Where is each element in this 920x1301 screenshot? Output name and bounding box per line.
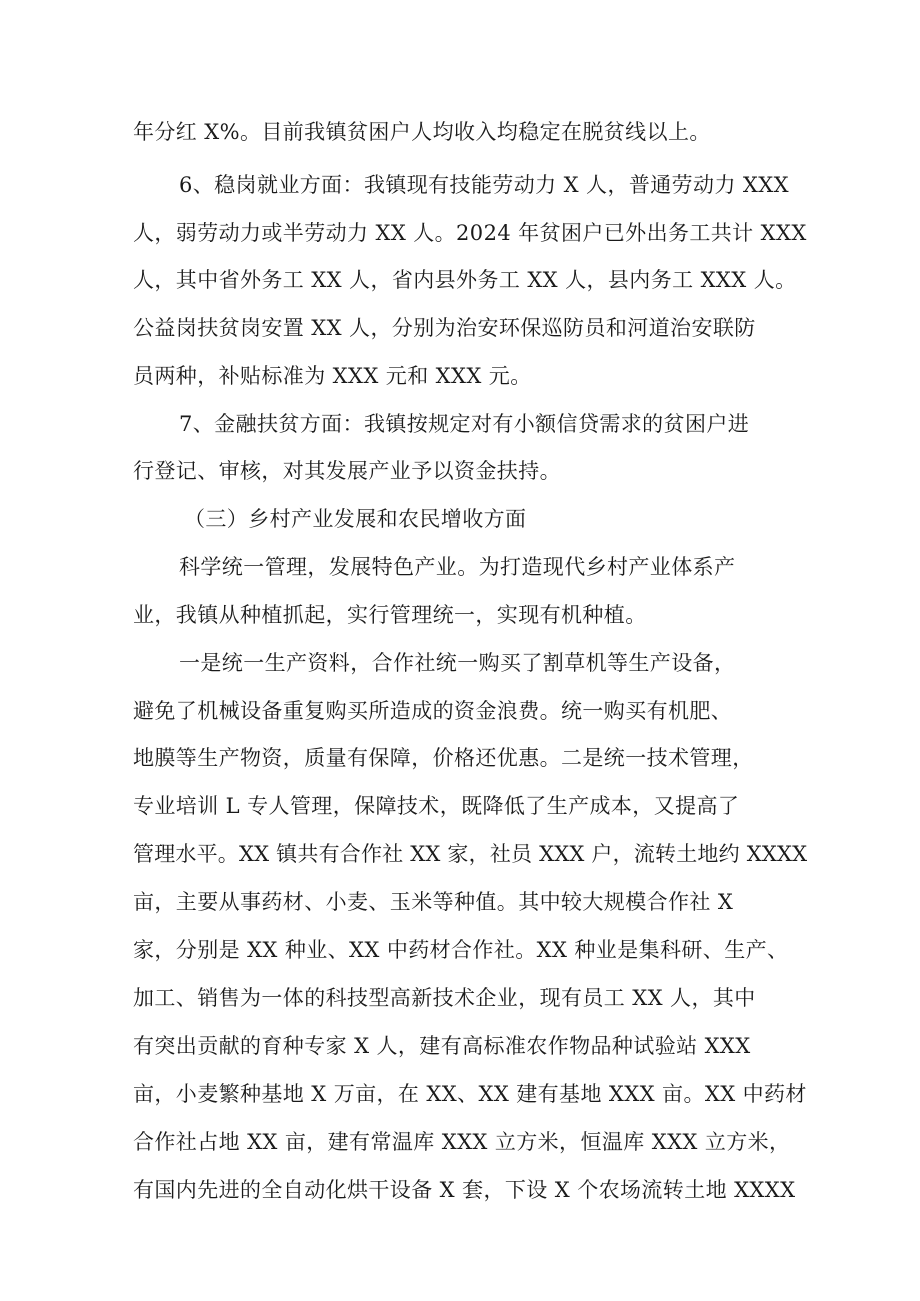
paragraph-line: 业，我镇从种植抓起，实行管理统一，实现有机种植。	[133, 603, 647, 627]
paragraph-line: 有国内先进的全自动化烘干设备 X 套，下设 X 个农场流转土地 XXXX	[133, 1178, 796, 1202]
paragraph-line: 有突出贡献的育种专家 X 人，建有高标准农作物品种试验站 XXX	[133, 1034, 751, 1058]
paragraph-line: 人，弱劳动力或半劳动力 XX 人。2024 年贫困户已外出务工共计 XXX	[133, 221, 807, 245]
paragraph-line: 管理水平。XX 镇共有合作社 XX 家，社员 XXX 户，流转土地约 XXXX	[133, 842, 808, 866]
paragraph-line: 6、稳岗就业方面：我镇现有技能劳动力 X 人，普通劳动力 XXX	[179, 173, 789, 197]
paragraph-line: 科学统一管理，发展特色产业。为打造现代乡村产业体系产	[179, 555, 736, 579]
paragraph-line: 亩，主要从事药材、小麦、玉米等种值。其中较大规模合作社 X	[133, 890, 734, 914]
paragraph-line: 合作社占地 XX 亩，建有常温库 XXX 立方米，恒温库 XXX 立方米，	[133, 1130, 791, 1154]
paragraph-line: 年分红 X%。目前我镇贫困户人均收入均稳定在脱贫线以上。	[133, 120, 711, 144]
paragraph-line: 人，其中省外务工 XX 人，省内县外务工 XX 人，县内务工 XXX 人。	[133, 268, 797, 292]
paragraph-line: 加工、销售为一体的科技型高新技术企业，现有员工 XX 人，其中	[133, 986, 756, 1010]
paragraph-line: 亩，小麦繁种基地 X 万亩，在 XX、XX 建有基地 XXX 亩。XX 中药材	[133, 1082, 807, 1106]
paragraph-line: 员两种，补贴标准为 XXX 元和 XXX 元。	[133, 364, 532, 388]
paragraph-line: 一是统一生产资料，合作社统一购买了割草机等生产设备，	[179, 651, 736, 675]
paragraph-line: 避免了机械设备重复购买所造成的资金浪费。统一购买有机肥、	[133, 699, 733, 723]
paragraph-line: 专业培训 L 专人管理，保障技术，既降低了生产成本，又提高了	[133, 794, 740, 818]
paragraph-line: 公益岗扶贫岗安置 XX 人，分别为治安环保巡防员和河道治安联防	[133, 316, 756, 340]
paragraph-line: 家，分别是 XX 种业、XX 中药材合作社。XX 种业是集科研、生产、	[133, 938, 789, 962]
paragraph-line: 7、金融扶贫方面：我镇按规定对有小额信贷需求的贫困户进	[179, 412, 750, 436]
paragraph-line: 地膜等生产物资，质量有保障，价格还优惠。二是统一技术管理，	[133, 746, 754, 770]
paragraph-line: 行登记、审核，对其发展产业予以资金扶持。	[133, 459, 561, 483]
section-heading: （三）乡村产业发展和农民增收方面	[184, 507, 527, 531]
